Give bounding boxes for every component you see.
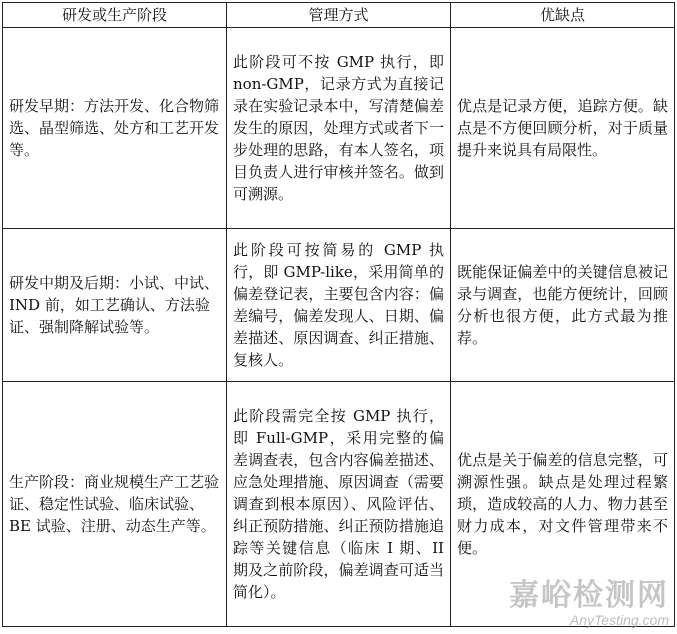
header-management: 管理方式 [227, 3, 451, 28]
stage-cell: 生产阶段：商业规模生产工艺验证、稳定性试验、临床试验、BE 试验、注册、动态生产等。 [3, 382, 227, 627]
management-cell: 此阶段可不按 GMP 执行，即 non-GMP，记录方式为直接记录在实验记录本中，写清楚偏差发生的原因，处理方式或者下一步处理的思路，有本人签名，项目负责人进行审核并签名。做到可溯源。 [227, 28, 451, 229]
table-row [3, 382, 675, 627]
management-cell: 此阶段需完全按 GMP 执行，即 Full-GMP，采用完整的偏差调查表，包含内容偏差描述、应急处理措施、原因调查（需要调查到根本原因）、风险评估、纠正预防措施、纠正预防措施追踪等关键信息（临床 I 期、II 期及之前阶段，偏差调查可适当简化）。 [227, 382, 451, 627]
pros-cons-cell: 优点是关于偏差的信息完整，可溯源性强。缺点是处理过程繁琐，造成较高的人力、物力甚至财力成本，对文件管理带来不便。 [451, 382, 675, 627]
pros-cons-cell: 优点是记录方便，追踪方便。缺点是不方便回顾分析，对于质量提升来说具有局限性。 [451, 28, 675, 229]
deviation-management-table [2, 2, 675, 627]
watermark-cn: 嘉峪检测网 [509, 578, 669, 613]
pros-cons-cell: 既能保证偏差中的关键信息被记录与调查，也能方便统计，回顾分析也很方便，此方式最为推荐。 [451, 229, 675, 382]
stage-cell: 研发早期：方法开发、化合物筛选、晶型筛选、处方和工艺开发等。 [3, 28, 227, 229]
header-row [3, 3, 675, 28]
management-cell: 此阶段可按简易的 GMP 执行，即 GMP-like，采用简单的偏差登记表，主要包含内容：偏差编号，偏差发现人、日期、偏差描述、原因调查、纠正措施、复核人。 [227, 229, 451, 382]
table-row [3, 229, 675, 382]
header-stage: 研发或生产阶段 [3, 3, 227, 28]
stage-cell: 研发中期及后期：小试、中试、IND 前，如工艺确认、方法验证、强制降解试验等。 [3, 229, 227, 382]
header-pros-cons: 优缺点 [451, 3, 675, 28]
watermark-en: AnyTesting.com [569, 612, 669, 628]
table-row [3, 28, 675, 229]
